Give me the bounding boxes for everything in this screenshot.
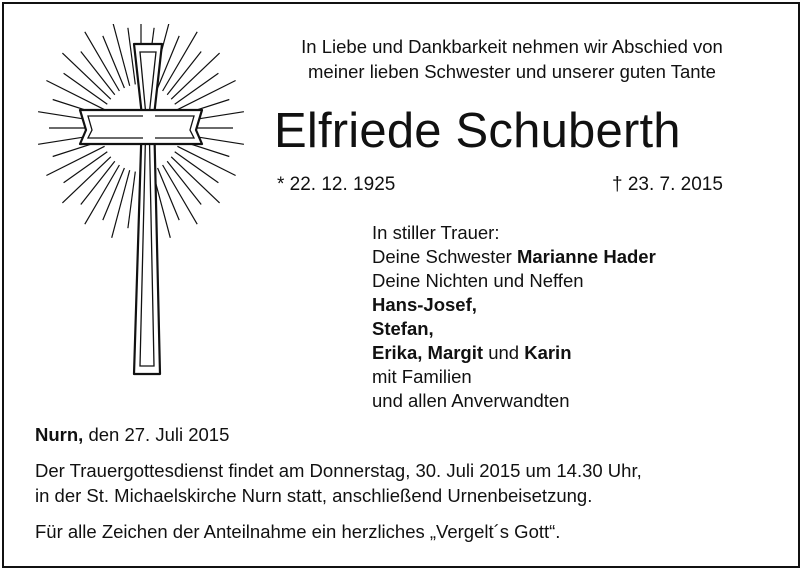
birth-date: * 22. 12. 1925 [277,174,396,195]
intro-line-2: meiner lieben Schwester und unserer guten Tante [308,61,716,82]
service-info [35,459,642,508]
mourner-name-2: Stefan, [372,318,434,339]
cross-ray [128,28,135,85]
cross-ray [167,161,201,204]
sister-prefix: Deine Schwester [372,246,512,267]
service-line-2: in der St. Michaelskirche Nurn statt, anschließend Urnenbeisetzung. [35,484,593,506]
mourner-sister [372,245,656,269]
cross-ray [85,165,120,224]
mourner-line-3 [372,341,656,365]
mourner-name-3b: Karin [524,342,572,363]
cross-ray [81,52,115,95]
mourners-heading: In stiller Trauer: [372,222,500,243]
cross-ray [163,165,198,224]
deceased-name: Elfriede Schuberth [274,104,681,158]
service-line-1: Der Trauergottesdienst findet am Donnerstag, 30. Juli 2015 um 14.30 Uhr, [35,460,642,481]
and-word: und [488,342,520,363]
mourner-names-3a: Erika, Margit [372,342,484,363]
radiant-cross-icon [30,24,250,384]
relatives-line: und allen Anverwandten [372,390,570,411]
date: den 27. Juli 2015 [88,424,230,445]
place: Nurn, [35,424,84,445]
cross-ray [163,32,198,91]
cross-ray [167,52,201,95]
death-date: † 23. 7. 2015 [612,174,723,195]
intro-text [262,34,762,84]
intro-line-1: In Liebe und Dankbarkeit nehmen wir Abschied von [301,36,723,57]
sister-name: Marianne Hader [516,246,656,267]
place-date-line [35,423,229,447]
cross-ray [112,24,130,86]
mourner-name-1: Hans-Josef, [372,294,477,315]
families-line: mit Familien [372,366,472,387]
thanks-line: Für alle Zeichen der Anteilnahme ein herzliches „Vergelt´s Gott“. [35,521,561,542]
cross-ray [112,170,130,238]
cross-ray [128,172,135,229]
cross-ray [85,32,120,91]
cross-ray [81,161,115,204]
mourners-list [372,221,656,413]
nieces-line: Deine Nichten und Neffen [372,270,584,291]
